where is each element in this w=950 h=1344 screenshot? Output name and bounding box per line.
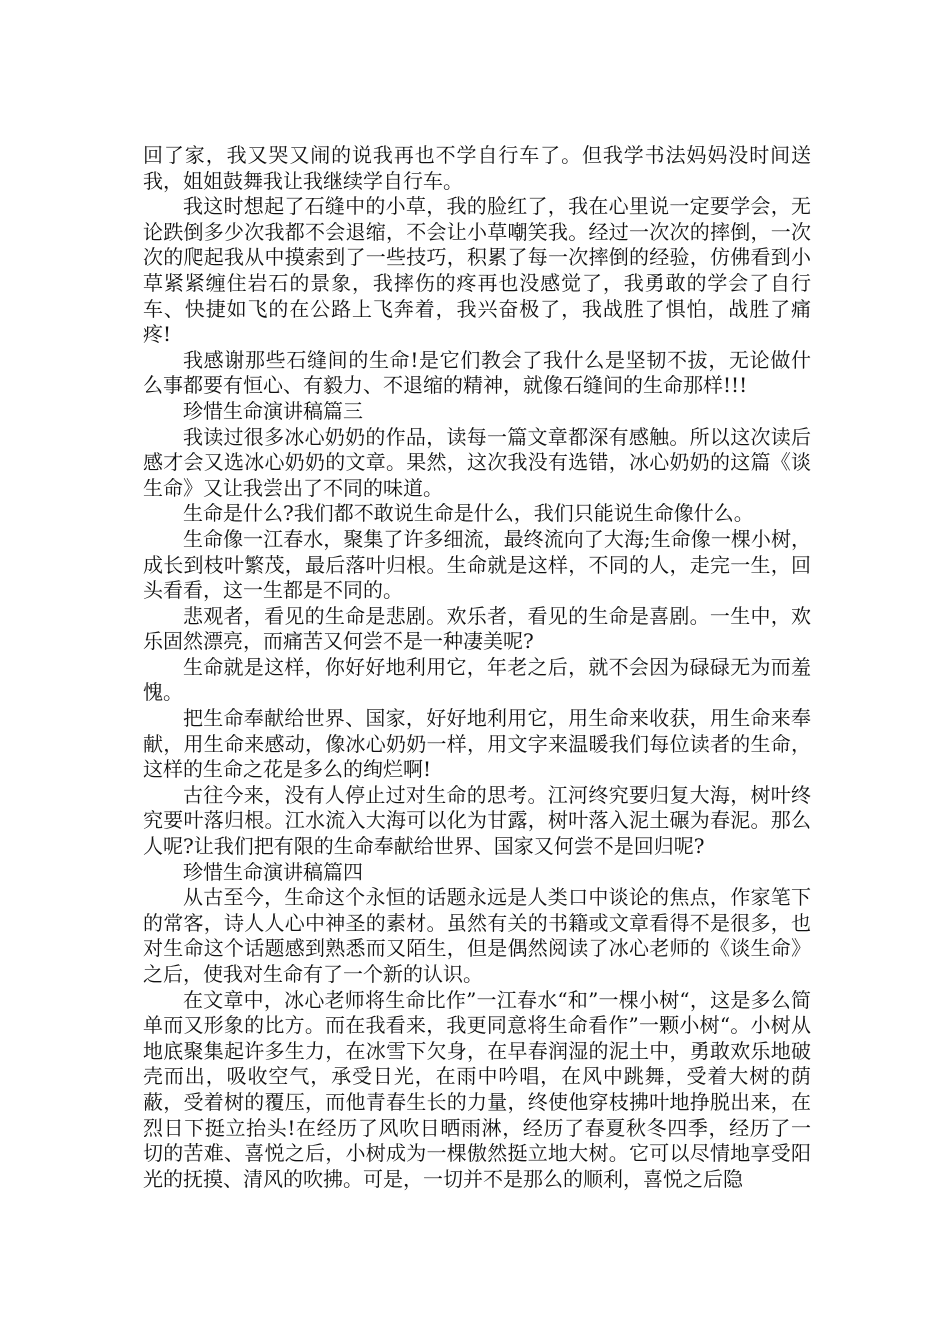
paragraph-12: 在文章中，冰心老师将生命比作”一江春水“和”一棵小树“，这是多么简单而又形象的比方。而在我看来，我更同意将生命看作”一颗小树“。小树从地底聚集起许多生力，在冰雪下欠身，在早春润湿的泥土中，勇敢欢乐地破壳而出，吸收空气，承受日光，在雨中吟唱，在风中跳舞，受着大树的荫蔽，受着树的覆压，而他青春生长的力量，终使他穿枝拂叶地挣脱出来，在烈日下挺立抬头!在经历了风吹日晒雨淋，经历了春夏秋冬四季，经历了一切的苦难、喜悦之后，小树成为一棵傲然挺立地大树。它可以尽情地享受阳光的抚摸、清风的吹拂。可是，一切并不是那么的顺利，喜悦之后隐: [143, 987, 811, 1191]
paragraph-2: 我这时想起了石缝中的小草，我的脸红了，我在心里说一定要学会，无论跌倒多少次我都不会退缩，不会让小草嘲笑我。经过一次次的摔倒，一次次的爬起我从中摸索到了一些技巧，积累了每一次摔倒的经验，仿佛看到小草紧紧缠住岩石的景象，我摔伤的疼再也没感觉了，我勇敢的学会了自行车、快捷如飞的在公路上飞奔着，我兴奋极了，我战胜了惧怕，战胜了痛疼!: [143, 194, 811, 347]
paragraph-9: 把生命奉献给世界、国家，好好地利用它，用生命来收获，用生命来奉献，用生命来感动，像冰心奶奶一样，用文字来温暖我们每位读者的生命，这样的生命之花是多么的绚烂啊!: [143, 706, 811, 782]
paragraph-4: 我读过很多冰心奶奶的作品，读每一篇文章都深有感触。所以这次读后感才会又选冰心奶奶的文章。果然，这次我没有选错，冰心奶奶的这篇《谈生命》又让我尝出了不同的味道。: [143, 424, 811, 500]
paragraph-10: 古往今来，没有人停止过对生命的思考。江河终究要归复大海，树叶终究要叶落归根。江水流入大海可以化为甘露，树叶落入泥土碾为春泥。那么人呢?让我们把有限的生命奉献给世界、国家又何尝不是回归呢?: [143, 782, 811, 859]
paragraph-5: 生命是什么?我们都不敢说生命是什么，我们只能说生命像什么。: [183, 501, 754, 526]
paragraph-6: 生命像一江春水，聚集了许多细流，最终流向了大海;生命像一棵小树，成长到枝叶繁茂，最后落叶归根。生命就是这样，不同的人，走完一生，回头看看，这一生都是不同的。: [143, 526, 811, 603]
paragraph-7: 悲观者，看见的生命是悲剧。欢乐者，看见的生命是喜剧。一生中，欢乐固然漂亮，而痛苦又何尝不是一种凄美呢?: [143, 603, 811, 654]
paragraph-3: 我感谢那些石缝间的生命!是它们教会了我什么是坚韧不拔，无论做什么事都要有恒心、有毅力、不退缩的精神，就像石缝间的生命那样!!!: [143, 347, 811, 398]
paragraph-1: 回了家，我又哭又闹的说我再也不学自行车了。但我学书法妈妈没时间送我，姐姐鼓舞我让我继续学自行车。: [143, 143, 811, 193]
section-heading-4: 珍惜生命演讲稿篇四: [183, 859, 363, 884]
section-heading-3: 珍惜生命演讲稿篇三: [183, 398, 363, 423]
paragraph-8: 生命就是这样，你好好地利用它，年老之后，就不会因为碌碌无为而羞愧。: [143, 654, 811, 705]
paragraph-11: 从古至今，生命这个永恒的话题永远是人类口中谈论的焦点，作家笔下的常客，诗人人心中神圣的素材。虽然有关的书籍或文章看得不是很多，也对生命这个话题感到熟悉而又陌生，但是偶然阅读了冰心老师的《谈生命》之后，使我对生命有了一个新的认识。: [143, 885, 811, 986]
document-body: [143, 143, 811, 1192]
